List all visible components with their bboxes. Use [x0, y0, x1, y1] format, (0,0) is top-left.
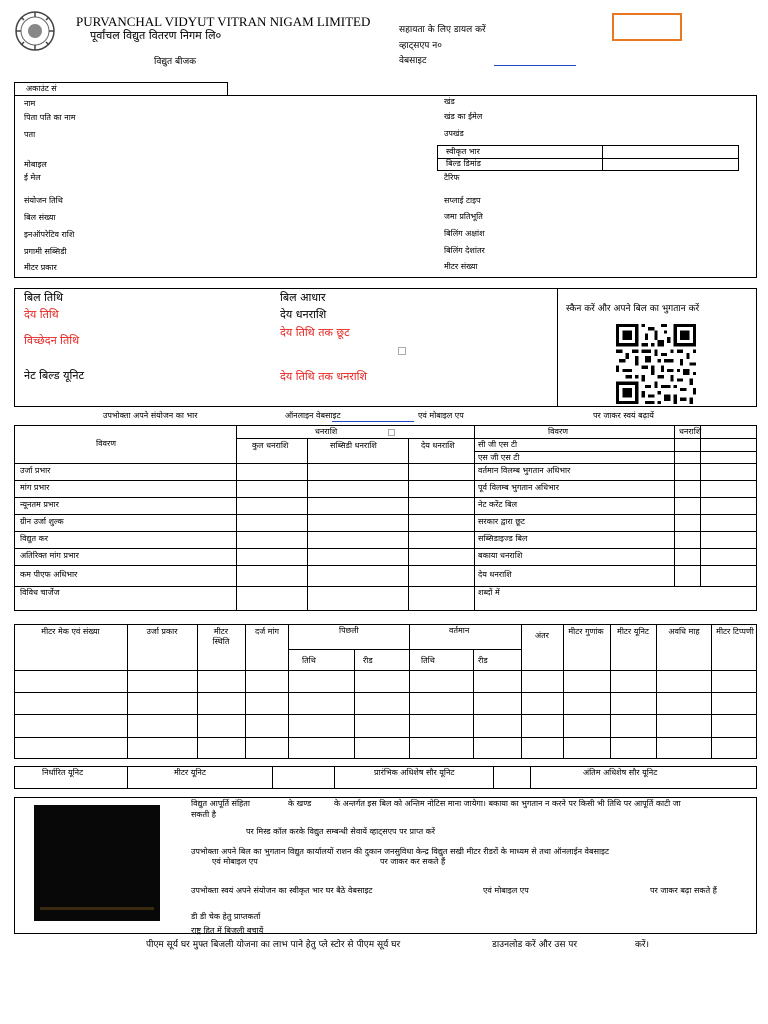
payable-amount-header: देय धनराशि	[421, 441, 455, 450]
charges-desc-header: विवरण	[96, 439, 117, 448]
load-notice-part4: पर जाकर स्वयं बढ़ायें	[593, 411, 654, 420]
prev-date-header: तिथि	[302, 656, 316, 665]
charge-row-excess-demand: अतिरिक्त मांग प्रभार	[20, 551, 79, 560]
company-logo	[14, 10, 56, 52]
charge-row-payable: देय धनराशि	[478, 570, 512, 579]
meter-units-header: मीटर यूनिट	[617, 627, 649, 636]
charge-row-demand: मांग प्रभार	[20, 483, 50, 492]
current-reading-header: वर्तमान	[449, 626, 470, 635]
closing-solar-units-label: अंतिम अधिशेष सौर यूनिट	[583, 768, 658, 777]
load-website-link[interactable]	[332, 421, 414, 422]
meter-make-header: मीटर मेक एवं संख्या	[41, 627, 100, 636]
field-progressive-subsidy: प्रगामी सब्सिडी	[24, 247, 67, 256]
amount-till-due-label: देय तिथि तक धनराशि	[280, 370, 367, 383]
field-supply-type: सप्लाई टाइप	[444, 196, 481, 205]
notice-final-notice: के अन्तर्गत इस बिल को अन्तिम नोटिस माना जायेगा। बकाया का भुगतान न करने पर किसी भी तिथि पर आपूर्ति काटी जा	[334, 799, 681, 808]
company-name-hi: पूर्वांचल विद्युत वितरण निगम लि०	[90, 29, 222, 42]
charge-row-low-pf: कम पीएफ अधिभार	[20, 570, 78, 579]
charge-row-subsidized-bill: सब्सिडाइज्ड बिल	[478, 534, 528, 543]
advertisement-image	[34, 805, 160, 921]
field-division-email: खंड का ईमेल	[444, 112, 483, 121]
charge-row-green-energy: ग्रीन उर्जा शुल्क	[20, 517, 64, 526]
meter-remark-header: मीटर टिप्पणी	[716, 627, 754, 636]
meter-status-header: मीटर स्थिति	[212, 627, 230, 646]
field-email: ई मेल	[24, 173, 41, 182]
helpline-label: सहायता के लिए डायल करें	[399, 25, 486, 35]
field-sanctioned-load: स्वीकृत भार	[446, 147, 480, 156]
field-address: पता	[24, 130, 36, 139]
notice-save-electricity: राष्ट्र हित में बिजली बचायें	[191, 926, 264, 935]
field-meter-number: मीटर संख्या	[444, 262, 478, 271]
bill-title: विद्युत बीजक	[154, 57, 197, 67]
field-security-deposit: जमा प्रतिभूति	[444, 212, 483, 221]
website-link[interactable]	[494, 65, 576, 66]
field-billing-latitude: बिलिंग अक्षांश	[444, 229, 485, 238]
checkbox-icon	[388, 429, 395, 436]
charge-row-prev-late-fee: पूर्व विलम्ब भुगतान अधिभार	[478, 483, 560, 492]
charge-row-sgst: एस जी एस टी	[478, 453, 520, 462]
notice-missed-call: पर मिस्ड कॉल करके विद्युत सम्बन्धी सेवायें व्हाट्सएप पर प्राप्त करें	[246, 827, 436, 836]
disconnection-date-label: विच्छेदन तिथि	[24, 334, 80, 347]
right-desc-header: विवरण	[548, 427, 569, 436]
recorded-demand-header: दर्ज मांग	[254, 627, 280, 636]
load-notice-part1: उपभोक्ता अपने संयोजन का भार	[103, 411, 198, 420]
company-name-en: PURVANCHAL VIDYUT VITRAN NIGAM LIMITED	[76, 14, 371, 29]
field-meter-type: मीटर प्रकार	[24, 263, 57, 272]
bill-basis-label: बिल आधार	[280, 291, 326, 304]
curr-date-header: तिथि	[421, 656, 435, 665]
prev-read-header: रीड	[363, 656, 373, 665]
notice-clause: के खण्ड	[288, 799, 312, 808]
field-name: नाम	[24, 99, 36, 108]
period-months-header: अवधि माह	[668, 627, 700, 636]
field-subdivision: उपखंड	[444, 129, 464, 138]
field-bill-number: बिल संख्या	[24, 213, 56, 222]
notice-can-pay: पर जाकर कर सकते हैं	[380, 857, 446, 866]
rebate-label: देय तिथि तक छूट	[280, 326, 350, 339]
whatsapp-label: व्हाट्सएप न०	[399, 41, 442, 51]
net-billed-units-label: नेट बिल्ड यूनिट	[24, 369, 85, 382]
website-label: वेबसाइट	[399, 56, 427, 66]
field-connection-date: संयोजन तिथि	[24, 196, 63, 205]
notice-supply-code: विद्युत आपूर्ति संहिता	[191, 799, 250, 808]
charge-row-misc: विविध चार्जेज	[20, 588, 60, 597]
scan-to-pay-text: स्कैन करें और अपने बिल का भुगतान करें	[566, 304, 700, 314]
charge-row-energy: उर्जा प्रभार	[20, 466, 51, 475]
field-mobile: मोबाइल	[24, 160, 47, 169]
notice-can-increase: पर जाकर बढ़ा सकते हैं	[650, 886, 717, 895]
field-billing-longitude: बिलिंग देशांतर	[444, 246, 485, 255]
subsidy-amount-header: सब्सिडी धनराशि	[330, 441, 377, 450]
previous-reading-header: पिछली	[339, 626, 359, 635]
charge-row-electricity-duty: विद्युत कर	[20, 534, 49, 543]
assessed-units-label: निर्धारित यूनिट	[42, 768, 84, 777]
account-number-label: अकाउंट सं	[26, 84, 57, 93]
footer-register: करें।	[635, 940, 650, 950]
footer-surya-ghar: पीएम सूर्य घर मुफ्त बिजली योजना का लाभ पाने हेतु प्ले स्टोर से पीएम सूर्य घर	[146, 940, 401, 950]
due-date-label: देय तिथि	[24, 308, 59, 321]
field-billed-demand: बिल्ड डिमांड	[446, 159, 481, 168]
due-amount-label: देय धनराशि	[280, 308, 327, 321]
charges-amount-header: धनराशि	[315, 427, 338, 436]
notice-dd-cheque: डी डी चेक हेतु प्राप्तकर्ता	[191, 912, 261, 921]
bill-date-label: बिल तिथि	[24, 291, 64, 304]
field-inoperative-amount: इनऑपरेटिव राशि	[24, 230, 75, 239]
energy-type-header: उर्जा प्रकार	[146, 627, 178, 636]
total-amount-header: कुल धनराशि	[252, 441, 289, 450]
charge-row-cgst: सी जी एस टी	[478, 440, 518, 449]
charge-row-minimum: न्यूनतम प्रभार	[20, 500, 59, 509]
notice-mobile-app: एवं मोबाइल एप	[212, 857, 258, 866]
curr-read-header: रीड	[478, 656, 488, 665]
field-division: खंड	[444, 97, 455, 106]
qr-code-icon[interactable]	[616, 324, 696, 404]
opening-solar-units-label: प्रारंभिक अधिशेष सौर यूनिट	[374, 768, 455, 777]
notice-can-disconnect: सकती है	[191, 810, 216, 819]
footer-download: डाउनलोड करें और उस पर	[492, 940, 578, 950]
charge-row-net-current-bill: नेट करेंट बिल	[478, 500, 518, 509]
meter-multiplier-header: मीटर गुणांक	[568, 627, 604, 636]
field-tariff: टैरिफ	[444, 173, 460, 182]
checkbox-icon	[398, 347, 406, 355]
load-notice-part3: एवं मोबाइल एप	[418, 411, 464, 420]
charges-table	[14, 425, 757, 611]
field-father-name: पिता पति का नाम	[24, 113, 76, 122]
notice-load-app: एवं मोबाइल एप	[483, 886, 529, 895]
load-notice-part2: ऑनलाइन वेबसाइट	[285, 411, 341, 420]
account-details-box	[14, 95, 757, 278]
charge-row-current-late-fee: वर्तमान विलम्ब भुगतान अधिभार	[478, 466, 571, 475]
notice-payment-modes: उपभोक्ता अपने बिल का भुगतान विद्युत कार्यालयों राशन की दुकान जनसुविधा केन्द्र विद्युत सखी मीटर रीडरों के माध्यम से तथा ऑनलाईन वेबसाइट	[191, 847, 610, 856]
right-amount-header: धनराशि	[679, 427, 702, 436]
charge-row-arrears: बकाया धनराशि	[478, 551, 523, 560]
charge-row-in-words: शब्दों में	[478, 588, 500, 597]
difference-header: अंतर	[535, 631, 549, 640]
barcode-box	[612, 13, 682, 41]
charge-row-govt-rebate: सरकार द्वारा छूट	[478, 517, 525, 526]
meter-units-label: मीटर यूनिट	[174, 768, 206, 777]
notice-load-increase: उपभोक्ता स्वयं अपने संयोजन का स्वीकृत भार घर बैठे वेबसाइट	[191, 886, 373, 895]
